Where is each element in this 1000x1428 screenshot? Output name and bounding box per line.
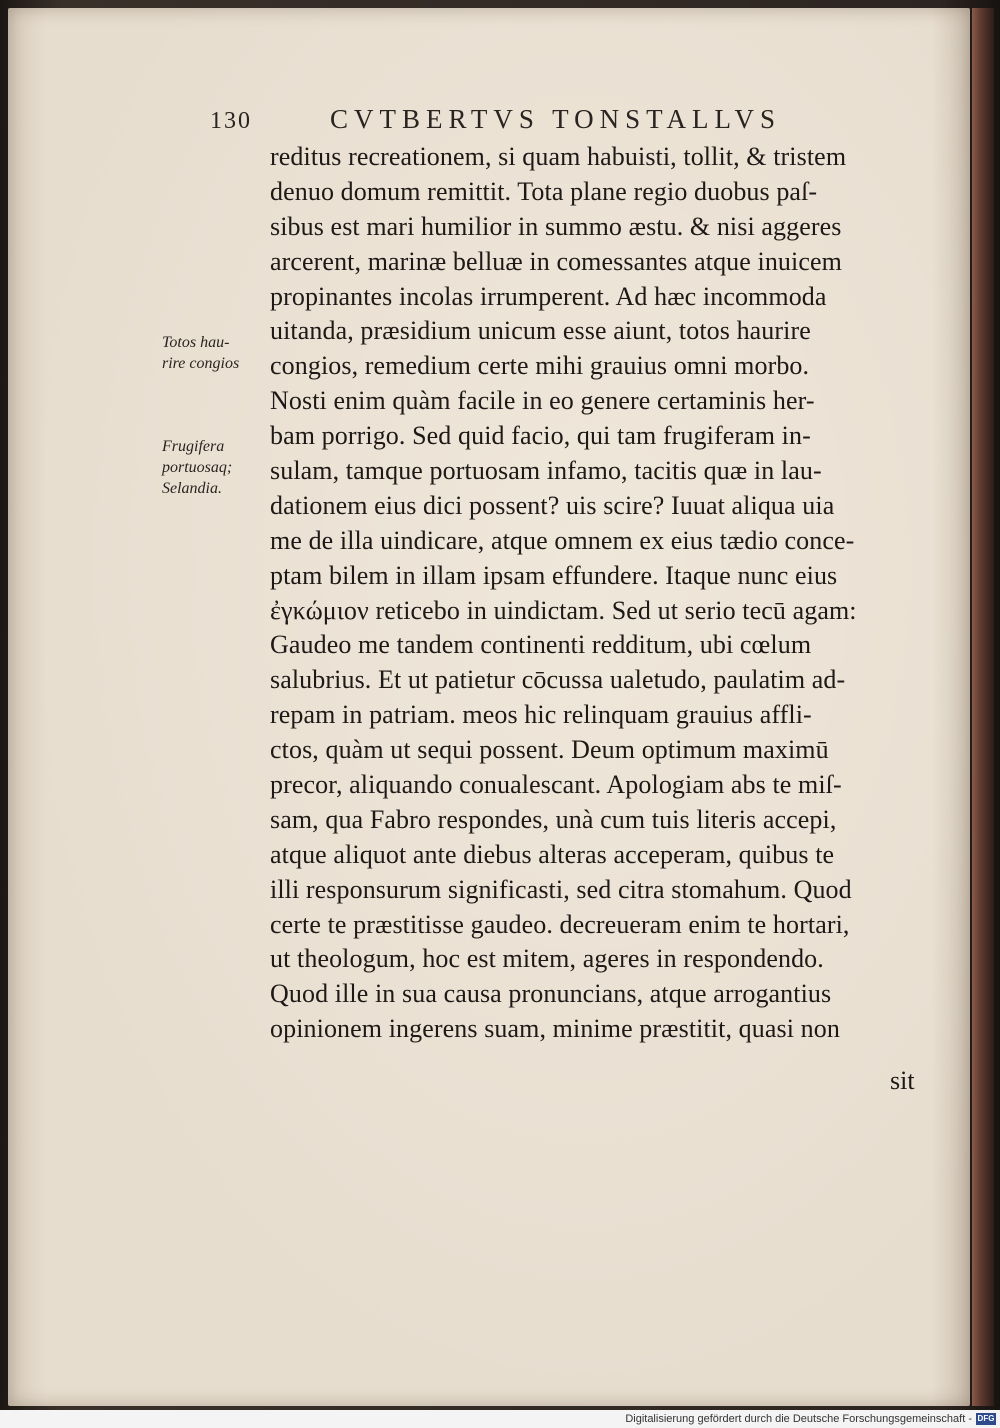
margin-note-line: rire congios (162, 355, 240, 372)
text-line: denuo domum remittit. Tota plane regio duobus paſ- (270, 176, 818, 206)
margin-note-line: Frugifera (162, 438, 225, 455)
catchword: sit (890, 1066, 915, 1095)
text-line: salubrius. Et ut patietur cōcussa ualetudo, paulatim ad- (270, 665, 846, 695)
text-line: arcerent, marinæ belluæ in comessantes atque inuicem (270, 246, 842, 276)
text-line: reditus recreationem, si quam habuisti, tollit, & tristem (270, 142, 847, 171)
text-line: certe te præstitisse gaudeo. decreueram enim te hortari, (270, 909, 850, 939)
text-line: Quod ille in sua causa pronuncians, atque arrogantius (270, 979, 832, 1009)
margin-note-line: Selandia. (162, 480, 222, 497)
page-edge (972, 8, 994, 1406)
text-line: bam porrigo. Sed quid facio, qui tam frugiferam in- (270, 421, 811, 451)
text-line: uitanda, præsidium unicum esse aiunt, totos haurire (270, 316, 811, 346)
text-line: Gaudeo me tandem continenti redditum, ubi cœlum (270, 630, 812, 660)
text-line: ut theologum, hoc est mitem, ageres in respondendo. (270, 944, 824, 974)
margin-note-congios (162, 332, 239, 374)
text-line: atque aliquot ante diebus alteras acceperam, quibus te (270, 839, 835, 869)
text-line: Nosti enim quàm facile in eo genere certaminis her- (270, 386, 815, 416)
text-line: illi responsurum significasti, sed citra stomahum. Quod (270, 874, 852, 904)
text-line: sibus est mari humilior in summo æstu. & nisi aggeres (270, 211, 842, 241)
text-line: me de illa uindicare, atque omnem ex eius tædio conce- (270, 525, 855, 555)
text-line: repam in patriam. meos hic relinquam grauius affli- (270, 700, 812, 730)
text-line: sulam, tamque portuosam infamo, tacitis quæ in lau- (270, 456, 822, 486)
footer-bar (0, 1410, 1000, 1428)
funding-credit: Digitalisierung gefördert durch die Deutsche Forschungsgemeinschaft - (625, 1413, 972, 1425)
dfg-logo: DFG (977, 1414, 995, 1423)
text-line: propinantes incolas irrumperent. Ad hæc incommoda (270, 281, 827, 311)
margin-note-line: Totos hau- (162, 334, 230, 351)
text-line: precor, aliquando conualescant. Apologiam abs te miſ- (270, 770, 842, 800)
text-line: ptam bilem in illam ipsam effundere. Itaque nunc eius (270, 560, 838, 590)
text-line: dationem eius dici possent? uis scire? Iuuat aliqua uia (270, 490, 835, 520)
text-line: sam, qua Fabro respondes, unà cum tuis literis accepi, (270, 804, 837, 834)
page-number: 130 (210, 108, 252, 134)
text-line: congios, remedium certe mihi grauius omni morbo. (270, 351, 810, 381)
text-line: ἐγκώμιον reticebo in uindictam. Sed ut serio tecū agam: (270, 595, 857, 625)
running-head (210, 104, 860, 140)
margin-note-line: portuosaq; (162, 459, 233, 476)
text-line: ctos, quàm ut sequi possent. Deum optimum maximū (270, 735, 829, 765)
text-line: opinionem ingerens suam, minime præstitit, quasi non (270, 1014, 840, 1044)
running-head-title: CVTBERTVS TONSTALLVS (330, 104, 782, 134)
body-text (270, 140, 930, 1047)
margin-note-selandia (162, 436, 232, 499)
